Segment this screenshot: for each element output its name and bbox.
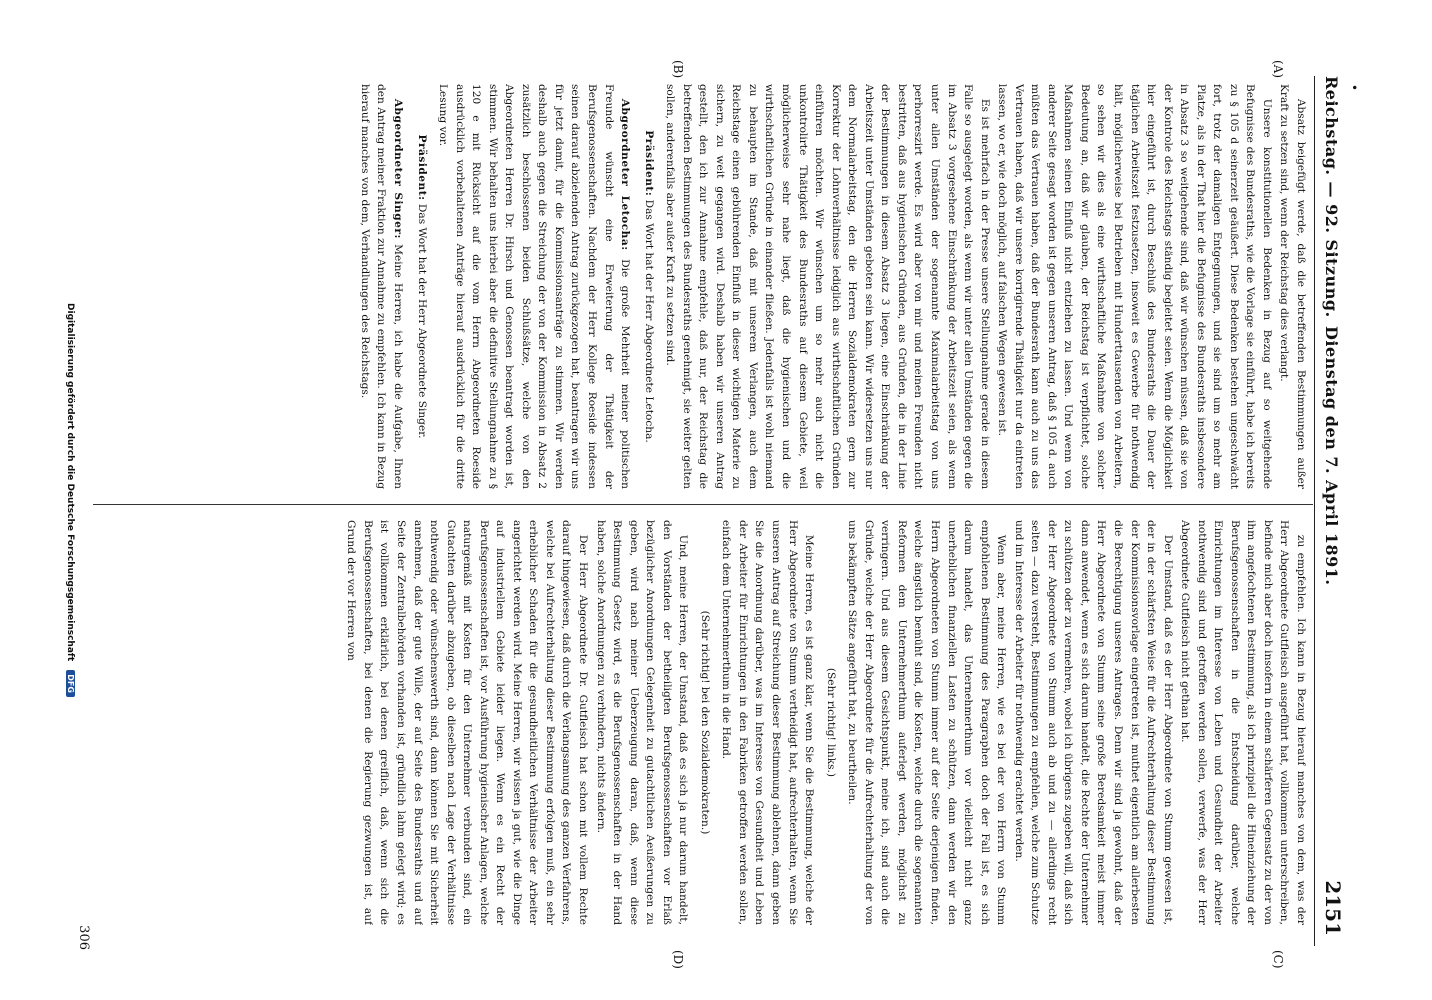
- margin-tick: •: [1347, 84, 1361, 92]
- header-rule: [1314, 76, 1315, 946]
- column-divider: [93, 504, 1313, 505]
- digitization-note: Digitalisierung gefördert durch die Deutsche Forschungsgemeinschaft: [65, 303, 75, 662]
- paragraph-text: Das Wort hat der Herr Abgeordnete Letocha.: [642, 199, 655, 443]
- paragraph-text: (Sehr richtig! links.): [824, 667, 837, 778]
- speaker-label: Präsident:: [415, 134, 428, 201]
- paragraph: [1177, 520, 1309, 925]
- paragraph-text: Das Wort hat der Herr Abgeordnete Singer.: [415, 203, 428, 439]
- left-column: [99, 84, 1309, 489]
- speaker-label: Abgeordneter Letocha:: [619, 98, 632, 251]
- paragraph-text: Wenn aber, meine Herren, wie es bei der von Herrn von Stumm empfohlenen Bestimmung des Paragraphen doch der Fall ist, es sich darum handelt, das Unternehmerthum vor vielleicht nicht ganz unerheblichen finanziellen Lasten zu schützen, dann werden wir den Herrn Abgeordneten von Stumm immer auf der Seite derjenigen finden, welche ängstlich bemüht sind, die Kosten, welche durch die sogenannten Reformen dem Unternehmerthum auferlegt werden, möglichst zu verringern. Und aus diesem Gesichtspunkt, meine ich, sind auch die Gründe, welche der Herr Abgeordnete für die Aufrechterhaltung der von uns bekämpften Sätze angeführt hat, zu beurtheilen.: [846, 520, 1008, 925]
- margin-label-a: (A): [1271, 60, 1285, 79]
- margin-label-b: (B): [671, 60, 685, 79]
- paragraph-text: Unsere konstitutionellen Bedenken in Bezug auf so weitgehende Befugnisse des Bundesraths, wie die Vorlage sie einführt, habe ich bereits zu § 105 d seinerzeit geäußert. Diese Bedenken bestehen ungeschwächt fort, trotz der damaligen Entgegnungen, und sie sind um so mehr am Platze, als in der That hier die Befugnisse des Bundesraths insbesondere in Absatz 3 so weitgehende sind, daß wir wünschen müssen, daß sie von der Kontrole des Reichstags ständig begleitet seien. Wenn die Möglichkeit hier eingeführt ist, durch Beschluß des Bundesraths die Dauer der täglichen Arbeitszeit festzusetzen, insoweit es Gewerbe für nothwendig hält, möglicherweise bei Betrieben mit Hunderttausenden von Arbeitern, so sehen wir dies als eine wirthschaftliche Maßnahme von solcher Bedeutung an, daß wir glauben, der Reichstag ist verpflichtet, solche Maßnahmen seinen Einfluß nicht entziehen zu lassen. Und wenn von anderer Seite gesagt worden ist gegen unseren Antrag, daß § 105 d. auch müßten das Vertrauen haben, daß der Bundesrath kann auch zu uns das Vertrauen haben, daß wir unsere korrigirende Thätigkeit nur da eintreten lassen, wo er, wie doch möglich, auf falschen Wegen gewesen ist.: [996, 84, 1273, 489]
- paragraph-text: Der Umstand, daß es der Herr Abgeordnete von Stumm gewesen ist, der in der schärfsten Weise für die Aufrechterhaltung dieser Bestimmung der Kommissionsvorlage eingetreten ist, muthet eigentlich am allerbesten die Berechtigung unseres Antrages. Denn wir sind ja gewohnt, daß der Herr Abgeordnete von Stumm seine große Beredsamkeit meist immer dann anwendet, wenn es sich darum handelt, die Rechte der Unternehmer zu schützen oder zu vermehren, wobei ich übrigens zugeben will, daß sich der Herr Abgeordnete von Stumm auch ab und zu — allerdings recht selten — dazu versteht, Bestimmungen zu empfehlen, welche zum Schutze und im Interesse der Arbeiter für nothwendig erachtet werden.: [1012, 520, 1174, 925]
- digitization-watermark: [65, 20, 75, 980]
- paragraph: [1276, 84, 1309, 489]
- paragraph-text: Meine Herren, es ist ganz klar, wenn Sie die Bestimmung, welche der Herr Abgeordnete von Stumm vertheidigt hat, aufrechterhalten, wenn Sie unseren Antrag auf Streichung dieser Bestimmung ablehnen, dann geben Sie die Anordnung darüber, was im Interesse von Gesundheit und Leben der Arbeiter für Einrichtungen in den Fabriken getroffen werden sollen, einfach dem Unternehmerthum in die Hand.: [720, 520, 816, 925]
- folio-number: 306: [76, 925, 91, 950]
- paragraph: [356, 84, 406, 489]
- paragraph-text: Meine Herren, ich habe die Aufgabe, Ihnen den Antrag meiner Fraktion zur Annahme zu empfehlen. Ich kann in Bezug hierauf manches von dem, Verhandlungen des Reichstags.: [358, 84, 405, 489]
- paragraph-text: Und, meine Herren, der Umstand, daß es sich ja nur darum handelt, den Vorständen der betheiligten Berufsgenossenschaften vor Erlaß bezüglicher Anordnungen Gelegenheit zu gutachtlichen Aeußerungen zu geben, wird nach meiner Ueberzeugung daran, daß, wenn diese Bestimmung Gesetz wird, es die Berufsgenossenschaften in der Hand haben, solche Anordnungen zu verhindern, nichts ändern.: [594, 520, 690, 925]
- paragraph: [994, 84, 1275, 489]
- paragraph: [1010, 520, 1175, 925]
- right-column: [99, 520, 1309, 925]
- paragraph-text: (Sehr richtig! bei den Sozialdemokraten.): [698, 610, 711, 835]
- speaker-label: Präsident:: [642, 130, 655, 197]
- paragraph: [662, 84, 993, 489]
- paragraph: [413, 84, 430, 489]
- paragraph-text: Absatz beigefügt werde, daß die betreffenden Bestimmungen außer Kraft zu setzen sind, wenn der Reichstag dies verlangt.: [1278, 84, 1307, 489]
- paragraph: [822, 520, 839, 925]
- paragraph-text: Die große Mehrheit meiner politischen Freunde wünscht eine Erweiterung der Thätigkeit der Berufsgenossenschaften. Nachdem der Herr Kollege Roeside indessen seinen darauf abzielenden Antrag zurückgezogen hat, beantragen wir uns für jetzt damit, für die Kommissionsanträge zu stimmen. Wir werden deshalb auch gegen die Streichung der von der Kommission in Absatz 2 zusätzlich beschlossenen beiden Schlußsätze, welche von den Abgeordneten Herren Dr. Hirsch und Genossen beantragt worden ist, stimmen. Wir behalten uns hierbei aber die definitive Stellungnahme zu § 120 e mit Rücksicht auf die vom Herrn Abgeordneten Roeside ausdrücklich vorbehaltenen Anträge hierauf ausdrücklich für die dritte Lesung vor.: [437, 84, 632, 489]
- paragraph-text: Der Herr Abgeordnete Dr. Gutfleisch hat schon mit vollem Rechte darauf hingewiesen, daß durch die Verlangsamung des ganzen Verfahrens, welche bei Aufrechterhaltung dieser Bestimmung erfolgen muß, ein sehr erheblicher Schaden für die gesundheitlichen Verhältnisse der Arbeiter angerichtet werden wird. Meine Herren, wir wissen ja gut, wie die Dinge auf industriellem Gebiete leider liegen. Wenn es ein Recht der Berufsgenossenschaften ist, vor Ausführung hygienischer Anlagen, welche naturgemäß mit Kosten für den Unternehmer verbunden sind, ein Gutachten darüber abzugeben, ob dieselben nach Lage der Verhältnisse nothwendig oder wünschenswerth sind, dann können Sie mit Sicherheit annehmen, daß der gute Wille, der auf Seite des Bundesraths und auf Seite der Zentralbehörden vorhanden ist, gründlich lahm gelegt wird; es ist vollkommen erklärlich, bei denen greiflich, daß, wenn sich die Berufsgenossenschaften, bei denen die Regierung gezwungen ist, auf Grund der vor Herren von: [345, 520, 590, 925]
- margin-label-d: (D): [671, 950, 685, 969]
- paragraph-text: zu empfehlen. Ich kann in Bezug hierauf manches von dem, was der Herr Abgeordnete Gutfleisch ausgeführt hat, vollkommen unterschreiben, befinde mich aber doch insofern in einem schärferen Gegensatz zu der von ihm angefochtenen Bestimmung, als ich prinzipiell die Hineinziehung der Berufsgenossenschaften in die Entscheidung darüber, welche Einrichtungen im Interesse von Leben und Gesundheit der Arbeiter nothwendig sind und getroffen werden sollen, verwerfe, was der Herr Abgeordnete Gutfleisch nicht gethan hat.: [1179, 520, 1307, 925]
- paragraph: [844, 520, 1009, 925]
- rotated-document-page: [57, 20, 1375, 980]
- paragraph: [343, 520, 591, 925]
- margin-label-c: (C): [1271, 950, 1285, 969]
- dfg-badge: DFG: [66, 670, 75, 697]
- speaker-label: Abgeordneter Singer:: [392, 98, 405, 239]
- page-number: 2151: [1321, 880, 1345, 936]
- paragraph: [696, 520, 713, 925]
- paragraph: [435, 84, 634, 489]
- paragraph: [592, 520, 691, 925]
- paragraph: [718, 520, 817, 925]
- page-header: [1315, 76, 1375, 936]
- paragraph-text: Es ist mehrfach in der Presse unsere Stellungnahme gerade in diesem Falle so ausgelegt worden, als wenn wir unter allen Umständen gegen die im Absatz 3 vorgesehene Einschränkung der Arbeitszeit seien, als wenn unter allen Umständen der sogenannte Maximalarbeitstag von uns perhorreszirt werde. Es wird aber von mir und meinen Freunden nicht bestritten, daß aus hygienischen Gründen, aus Gründen, die in der Linie der Bestimmungen in diesem Absatz 3 liegen, eine Einschränkung der Arbeitszeit unter Umständen geboten sein kann. Wir widersetzen uns nur dem Normalarbeitstag, den die Herren Sozialdemokraten gern zur Korrektur der Lohnverhältnisse lediglich aus wirthschaftlichen Gründen einführen möchten. Wir wünschen um so mehr auch nicht die unkontrolirte Thätigkeit des Bundesraths auf diesem Gebiete, weil möglicherweise sehr nahe liegt, daß die hygienischen und die wirthschaftlichen Gründe in einander fließen. Jedenfalls ist wohl niemand zu behaupten im Stande, daß mit unserem Verlangen, auch dem Reichstage einen gebührenden Einfluß in dieser wichtigen Materie zu sichern, zu weit gegangen wird. Deshalb haben wir unseren Antrag gestellt, den ich zur Annahme empfehle, daß nur, der Reichstag die betreffenden Bestimmungen des Bundesraths genehmigt, sie weiter gelten sollen, anderenfalls aber außer Kraft zu setzen sind.: [664, 84, 991, 489]
- paragraph: [640, 84, 657, 489]
- header-left: Reichstag. — 92. Sitzung.: [1322, 76, 1341, 318]
- header-date: Dienstag den 7. April 1891.: [1322, 326, 1341, 586]
